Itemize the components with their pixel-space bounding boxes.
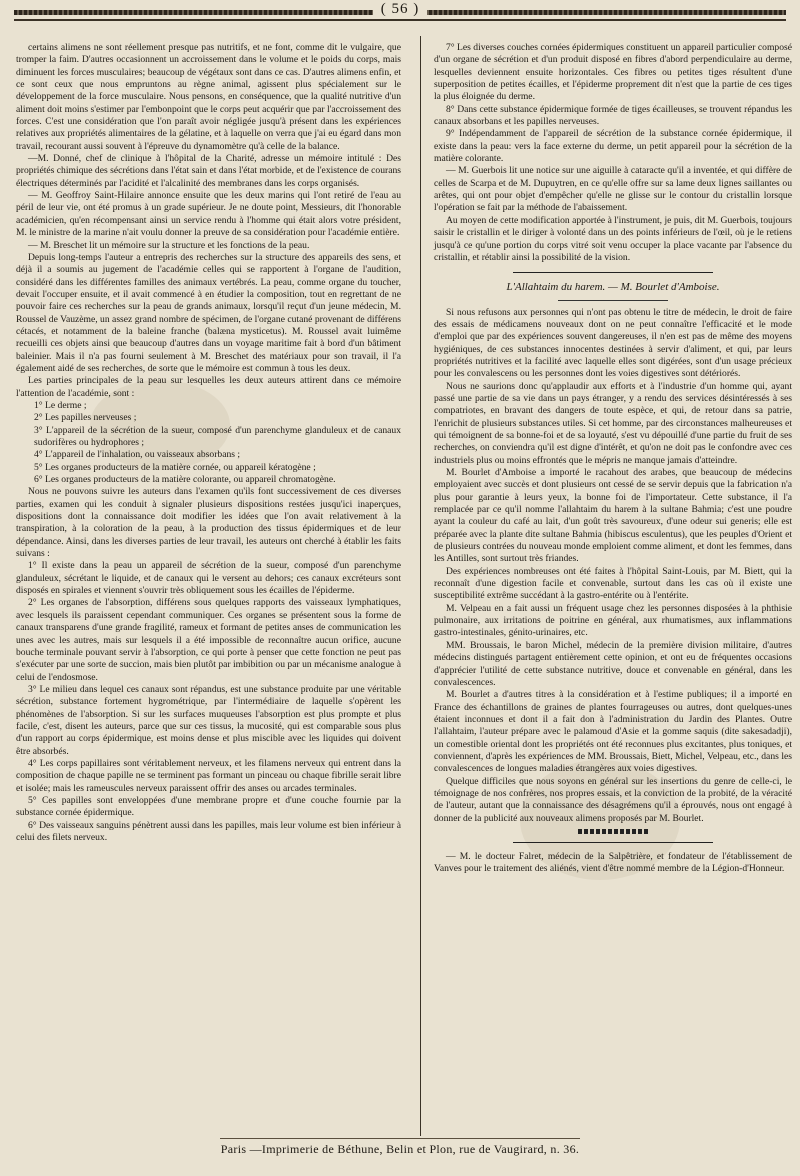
list-item: 5° Les organes producteurs de la matière cornée, ou appareil kératogène ; [34, 461, 316, 473]
section-rule [513, 272, 713, 273]
paragraph: 7° Les diverses couches cornées épidermiques constituent un appareil particulier composé d'un organe de sécrétion et d'un produit disposé en fibres d'abord perpendiculaire au derme, lesquelles deviennent ensuite horizontales. Ces fibres ou petites tiges résultent d'une superposition de petites écailles, et l'épiderme proprement dit n'est que la partie de ces tiges la plus éloignée du derme. [434, 42, 792, 103]
paragraph: Quelque difficiles que nous soyons en général sur les insertions du genre de celle-ci, le témoignage de nos confrères, nos propres essais, et la conviction de la probité, de la véracité de l'auteur, autant que la connaissance des désagrémens qu'il a éprouvés, nous ont engagé à donner de la publicité aux nouveaux alimens proposés par M. Bourlet. [434, 775, 792, 824]
paragraph: M. Bourlet a d'autres titres à la considération et à l'estime publiques; il a importé en France des échantillons de graines de plantes fourrageuses ou autres, dont quelques-unes étaient inconnues et dont il a fait don à l'administration du Jardin des Plantes. Outre l'allahtaim, l'auteur prépare avec le palamoud d'Asie et la gomme saquis (dite sakesadadji), un comestible oriental dont les propriétés ont été reconnues plus excitantes, plus toniques, et conviennent, d'après les expériences de MM. Broussais, Biett, Michel, Velpeau, etc., dans les convalescences de longues maladies étrangères aux voies digestives. [434, 689, 792, 775]
paragraph: 6° Des vaisseaux sanguins pénètrent aussi dans les papilles, mais leur volume est bien inférieur à celui des filets nerveux. [16, 819, 401, 843]
paragraph: 4° Les corps papillaires sont véritablement nerveux, et les filamens nerveux qui entrent dans la composition de chaque papille ne se terminent pas formant un pinceau ou chaque fibrille serait libre et isolée; mais les rameuscules nerveux paraissent offrir des anses ou arcades terminales. [16, 757, 401, 794]
top-border-line [14, 19, 786, 21]
imprint-footer: Paris —Imprimerie de Béthune, Belin et Plon, rue de Vaugirard, n. 36. [220, 1142, 580, 1156]
list-item: 6° Les organes producteurs de la matière colorante, ou appareil chromatogène. [34, 474, 336, 486]
page-number-wrap [0, 1, 800, 18]
footer-rule [220, 1138, 580, 1139]
paragraph: 1° Il existe dans la peau un appareil de sécrétion de la sueur, composé d'un parenchyme glanduleux, sécrétant le liquide, et de canaux qui le versent au dehors; ces canaux excréteurs sont disposés en spirales et viennent s'ouvrir très obliquement sous les écailles de l'épiderme. [16, 560, 401, 597]
paragraph: 9° Indépendamment de l'appareil de sécrétion de la substance cornée épidermique, il existe dans la peau: vers la face externe du derme, un petit appareil pour la sécrétion de la matière colorante. [434, 128, 792, 165]
ornament-rule [578, 829, 648, 834]
paragraph: certains alimens ne sont réellement presque pas nutritifs, et ne font, comme dit le vulgaire, que tromper la faim. D'autres occasionnent un accroissement dans le volume et le poids du corps, mais diminuent les forces musculaires; beaucoup de végétaux sont dans ce cas. D'autres alimens enfin, et ce sont ceux que nous empruntons au règne animal, agissent plus spécialement sur le développement de la force musculaire. Nous pensons, en conséquence, que la qualité nutritive d'un aliment doit moins s'estimer par l'embonpoint que le corps peut acquérir que par l'accroissement des forces. C'est une considération que l'on paraît avoir négligée jusqu'à présent dans les expériences relatives aux propriétés alimentaires de la gélatine, et à laquelle on verra que j'ai eu égard dans mon travail, recourant aussi souvent à l'épreuve du dynamomètre qu'à celle de la balance. [16, 42, 401, 152]
paragraph: 3° Le milieu dans lequel ces canaux sont répandus, est une substance produite par une véritable sécrétion, substance fortement hygrométrique, par l'intermédiaire de laquelle s'opèrent les phénomènes de l'absorption. Si sur les surfaces muqueuses l'absorption est plus prompte et plus facile, c'est, disent les auteurs, parce que sur ces tissus, la mucosité, qui est comparable sous plus d'un rapport au corps épidermique, est moins dense et plus miscible avec les liquides qui doivent être absorbés. [16, 683, 401, 757]
paragraph: — M. le docteur Falret, médecin de la Salpêtrière, et fondateur de l'établissement de Vanves pour le traitement des aliénés, vient d'être nommé membre de la Légion-d'Honneur. [434, 850, 792, 875]
right-column [434, 42, 792, 876]
list-item: 1° Le derme ; [34, 399, 87, 411]
paragraph: 5° Ces papilles sont enveloppées d'une membrane propre et d'une couche fournie par la substance cornée épidermique. [16, 794, 401, 819]
paragraph: — M. Geoffroy Saint-Hilaire annonce ensuite que les deux marins qui l'ont retiré de l'eau au péril de leur vie, ont été promus à un grade supérieur. Je ne doute point, Messieurs, dit l'honorable académicien, qu'en récompensant ainsi un service rendu à l'homme qui était alors votre président, M. le ministre de la marine n'ait voulu donner la preuve de sa considération pour l'académie entière. [16, 190, 401, 239]
right-column-top [434, 42, 792, 264]
paragraph: 2° Les organes de l'absorption, différens sous quelques rapports des vaisseaux lymphatiques, avec lesquels ils paraissent cependant communiquer. Ces organes se présentent sous la forme de canaux transparens d'une grande fragilité, rameux et formant de petites anses de communication les unes avec les autres, mais sur lesquels il a été impossible de reconnaître aucun orifice, aucune bouche terminale pouvant servir à l'absorption, ce qui porte à penser que cette fonction ne peut pas s'exécuter par une sorte de succion, mais bien plutôt par imbibition ou par un mécanisme analogue à celui de l'endosmose. [16, 597, 401, 683]
column-divider [420, 36, 421, 1136]
left-column [16, 42, 401, 844]
page-number: ( 56 ) [373, 1, 428, 17]
paragraph: Les parties principales de la peau sur lesquelles les deux auteurs attirent dans ce mémoire l'attention de l'académie, sont : [16, 375, 401, 399]
paragraph: 8° Dans cette substance épidermique formée de tiges écailleuses, se trouvent répandus les canaux absorbans et les papilles nerveuses. [434, 103, 792, 128]
list-item: 2° Les papilles nerveuses ; [34, 412, 137, 424]
paragraph: M. Velpeau en a fait aussi un fréquent usage chez les personnes disposées à la phthisie pulmonaire, aux irritations de poitrine en général, aux rhumatismes, aux inflammations gastro-intestinales, génito-urinaires, etc. [434, 602, 792, 639]
paragraph: Nous ne pouvons suivre les auteurs dans l'examen qu'ils font successivement de ces diverses parties, examen qui les conduit à signaler plusieurs dispositions restées jusqu'ici inaperçues, dispositions dont la connaissance doit modifier les idées que l'on avait relativement à la transpiration, à la coloration de la peau, à la production des tissus épidermiques et de leur dépendance. Ainsi, dans les diverses parties de leur travail, les auteurs ont cherché à établir les faits suivans : [16, 486, 401, 560]
list-item: 3° L'appareil de la sécrétion de la sueur, composé d'un parenchyme glanduleux et de canaux sudorifères ou hydrophores ; [34, 424, 401, 448]
paragraph: — M. Guerbois lit une notice sur une aiguille à cataracte qu'il a inventée, et qui diffère de celles de Scarpa et de M. Dupuytren, en ce qu'elle offre sur sa lame deux lignes saillantes ou arêtes, qui ont pour objet d'empêcher qu'elle ne glisse sur le contour du cristallin lorsque l'opération se fait par la méthode de l'abaissement. [434, 165, 792, 214]
heading-rule [558, 300, 668, 301]
right-column-bottom [434, 307, 792, 825]
list-item: 4° L'appareil de l'inhalation, ou vaisseaux absorbans ; [34, 449, 241, 461]
paragraph: Depuis long-temps l'auteur a entrepris des recherches sur la structure des appareils des sens, et déjà il a soumis au jugement de l'académie celles qui se rapportent à l'organe de l'audition, considéré dans les différentes familles des animaux vertébrés. La peau, comme organe du toucher, devait l'occuper ensuite, et il avait commencé à en étudier la composition, tout en regrettant de ne pouvoir faire ces recherches sur la peau de grands animaux, lorsqu'il reçut d'un jeune médecin, M. Roussel de Vauzème, un assez grand nombre de spécimen, de l'organe cutané provenant de différens cétacés, et notamment de la baleine franche (balæna mysticetus). M. Roussel avait luimême recueilli ces objets ainsi que beaucoup d'autres dans un voyage maritime fait à bord d'un bâtiment baleinier. Mais il n'a pas fourni seulement à M. Breschet des matériaux pour son travail, il l'a également aidé de ses recherches, de sorte que le mémoire est commun à tous les deux. [16, 251, 401, 374]
paragraph: — M. Breschet lit un mémoire sur la structure et les fonctions de la peau. [28, 239, 310, 251]
paragraph: Nous ne saurions donc qu'applaudir aux efforts et à l'industrie d'un homme qui, ayant passé une partie de sa vie dans un pays étranger, y a rendu des services désintéressés à ses compatriotes, en bravant des dangers de toute espèce, et qui, de retour dans sa patrie, l'enrichit de plusieurs substances utiles. Si cet homme, par des circonstances malheureuses et qui témoignent de sa bonne-foi et de sa loyauté, s'est vu dépouillé d'une partie du fruit de ses recherches, on conviendra qu'il est digne d'intérêt, et qu'on ne doit pas le confondre avec ces industriels plus ou moins effrontés que le mépris ne manque jamais d'atteindre. [434, 380, 792, 466]
paragraph: MM. Broussais, le baron Michel, médecin de la première division militaire, d'autres médecins distingués partagent entièrement cette opinion, et ont eu de fréquentes occasions d'apprécier l'utilité de cette substance nutritive, douce et convenable en général, dans les convalescences. [434, 639, 792, 688]
paragraph: —M. Donné, chef de clinique à l'hôpital de la Charité, adresse un mémoire intitulé : Des propriétés chimique des sécrétions dans l'état sain et dans l'état morbide, et de l'existence de courans électriques déterminés par l'acidité et l'alcalinité des membranes dans les corps organisés. [16, 153, 401, 189]
paragraph: Des expériences nombreuses ont été faites à l'hôpital Saint-Louis, par M. Biett, qui la reconnaît d'une digestion facile et convenable, surtout dans les cas où il existe une susceptibilité extrême succédant à la gastro-entérite ou à l'entérite. [434, 565, 792, 602]
closing-rule [513, 842, 713, 843]
right-column-final [434, 851, 792, 876]
paragraph: Au moyen de cette modification apportée à l'instrument, je puis, dit M. Guerbois, toujours saisir le cristallin et le diriger à volonté dans un des points inférieurs de l'œil, où je le retiens jusqu'à ce qu'une portion du corps vitré soit venu occuper la place vacante par l'absence du cristallin, et rétablir ainsi la possibilité de la vision. [434, 214, 792, 263]
paragraph: Si nous refusons aux personnes qui n'ont pas obtenu le titre de médecin, le droit de faire des essais de médicamens nouveaux dont on ne peut connaître l'efficacité et le mode d'emploi que par des expériences souvent dangereuses, il n'en est pas de même des moyens hygiéniques, de ces substances innocentes destinées à servir d'aliment, et qui, par leurs propriétés nutritives et la facilité avec laquelle elles sont digérées, sont d'un usage précieux pour les convalescens ou les personnes dont les voies digestives sont détériorés. [434, 306, 792, 380]
paragraph: M. Bourlet d'Amboise a importé le racahout des arabes, que beaucoup de médecins employaient avec succès et dont plusieurs ont cessé de se servir depuis que la fabrication n'a plus pour garantie à leurs yeux, la bonne foi de l'importateur. Cette substance, il l'a remplacée par ce qu'il nomme l'allahtaim du harem à la sultane Bahmia; c'est une poudre ayant la couleur du café au lait, d'un goût très savoureux, d'une odeur sui generis; elle est préparée avec la plante dite sultane Bahmia (hibiscus esculentus), que les peuples d'Orient et de plusieurs contrées du nouveau monde emploient comme aliment, et dont les femmes, dans les Antilles, sont surtout très friandes. [434, 467, 792, 565]
section-heading: L'Allahtaim du harem. — M. Bourlet d'Amboise. [506, 281, 720, 294]
